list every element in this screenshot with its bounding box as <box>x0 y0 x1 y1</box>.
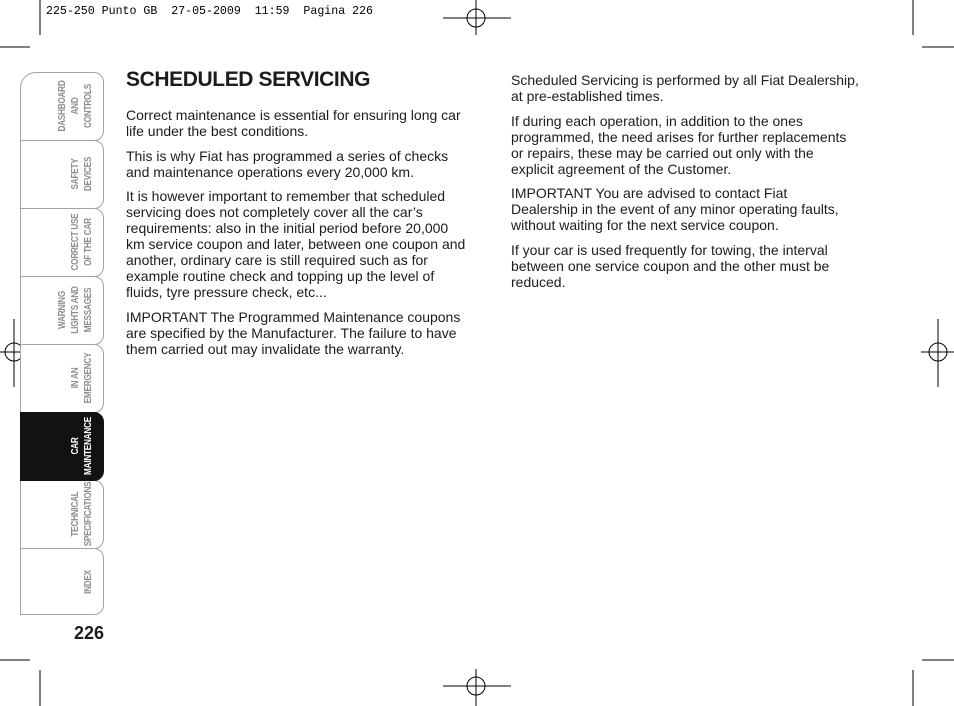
crop-mark-top-left <box>0 0 40 47</box>
tab-label <box>51 208 95 277</box>
tab-label-line: MESSAGES <box>82 287 94 333</box>
text-line: This is why Fiat has programmed a series of checks <box>126 147 449 164</box>
text-line: fluids, tyre pressure check, etc... <box>126 284 327 301</box>
tab-label-line: CORRECT USE <box>69 213 81 271</box>
tab-label-line: IN AN <box>69 367 81 389</box>
crop-mark-top-right <box>913 0 954 47</box>
text-line: Correct maintenance is essential for ensuring long car <box>126 107 461 123</box>
crop-mark-bottom-left <box>0 660 40 706</box>
text-line: IMPORTANT The Programmed Maintenance coupons <box>126 309 461 326</box>
tab-label-line: WARNING <box>56 291 68 329</box>
text-line: requirements: also in the initial period before 20,000 <box>126 220 449 237</box>
tab-label-line: CONTROLS <box>82 83 94 129</box>
tab-label-line: SAFETY <box>69 158 81 190</box>
tab-label <box>51 140 95 209</box>
text-line: If during each operation, in addition to the ones <box>511 112 803 129</box>
paragraph <box>126 309 465 357</box>
tab-label-line: LIGHTS AND <box>69 286 81 334</box>
left-column <box>126 107 465 366</box>
text-line: Dealership in the event of any minor operating faults, <box>511 201 839 218</box>
text-line: It is however important to remember that scheduled <box>126 188 446 205</box>
text-line: life under the best conditions. <box>126 123 309 139</box>
tab-label-line: MAINTENANCE <box>82 417 94 475</box>
tab-in-an-emergency <box>20 344 104 413</box>
text-line: another, ordinary care is still required such as for <box>126 252 428 269</box>
tab-warning-lights-and-messages <box>20 276 104 345</box>
tab-label-line: DASHBOARD <box>56 80 68 132</box>
registration-mark-top <box>443 0 511 35</box>
paragraph <box>511 185 859 233</box>
registration-mark-right <box>921 319 954 387</box>
text-line: Scheduled Servicing is performed by all Fiat Dealership, <box>511 72 859 88</box>
tab-label-line: OF THE CAR <box>82 218 94 266</box>
text-line: and maintenance operations every 20,000 km. <box>126 163 414 180</box>
section-tabs <box>20 72 104 617</box>
text-line: without waiting for the next service coupon. <box>511 217 779 234</box>
paragraph <box>511 113 859 177</box>
paragraph <box>126 188 465 300</box>
right-column <box>511 72 859 299</box>
text-line: at pre-established times. <box>511 88 664 104</box>
paragraph <box>511 72 859 104</box>
paragraph <box>511 242 859 290</box>
tab-label <box>51 344 95 413</box>
text-line: or repairs, these may be carried out only with the <box>511 144 814 161</box>
text-line: km service coupon and later, between one coupon and <box>126 236 466 253</box>
text-line: programmed, the need arises for further replacements <box>511 128 847 145</box>
paragraph <box>126 107 465 139</box>
tab-label-line: TECHNICAL <box>69 491 81 537</box>
text-line: between one service coupon and the other must be <box>511 258 830 275</box>
tab-correct-use-of-the-car <box>20 208 104 277</box>
tab-label-line: INDEX <box>82 570 94 594</box>
tab-technical-specifications <box>20 480 104 549</box>
tab-index <box>20 548 104 615</box>
tab-label <box>51 480 95 549</box>
text-line: IMPORTANT You are advised to contact Fiat <box>511 185 788 202</box>
text-line: servicing does not completely cover all the car’s <box>126 204 423 221</box>
text-line: explicit agreement of the Customer. <box>511 160 732 177</box>
tab-label-line: CAR <box>69 437 81 455</box>
tab-label-line: DEVICES <box>82 156 94 192</box>
tab-label <box>51 412 95 481</box>
tab-safety-devices <box>20 140 104 209</box>
paragraph <box>126 148 465 180</box>
tab-car-maintenance <box>20 412 104 481</box>
tab-label <box>51 548 95 617</box>
text-line: are specified by the Manufacturer. The failure to have <box>126 325 457 342</box>
page-number: 226 <box>73 623 104 643</box>
tab-label-line: EMERGENCY <box>82 352 94 404</box>
tab-label-line: AND <box>69 97 81 115</box>
text-line: reduced. <box>511 274 566 291</box>
text-line: If your car is used frequently for towing, the interval <box>511 242 828 259</box>
page-title: SCHEDULED SERVICING <box>126 68 371 91</box>
tab-label <box>51 276 95 345</box>
tab-label-line: SPECIFICATIONS <box>82 481 94 547</box>
tab-dashboard-and-controls <box>20 72 104 141</box>
crop-mark-bottom-right <box>913 660 954 706</box>
text-line: them carried out may invalidate the warranty. <box>126 341 405 358</box>
tab-label <box>51 72 95 141</box>
print-slug: 225-250 Punto GB 27-05-2009 11:59 Pagina 226 <box>46 5 373 18</box>
registration-mark-bottom <box>443 669 511 706</box>
text-line: example routine check and topping up the level of <box>126 268 435 285</box>
